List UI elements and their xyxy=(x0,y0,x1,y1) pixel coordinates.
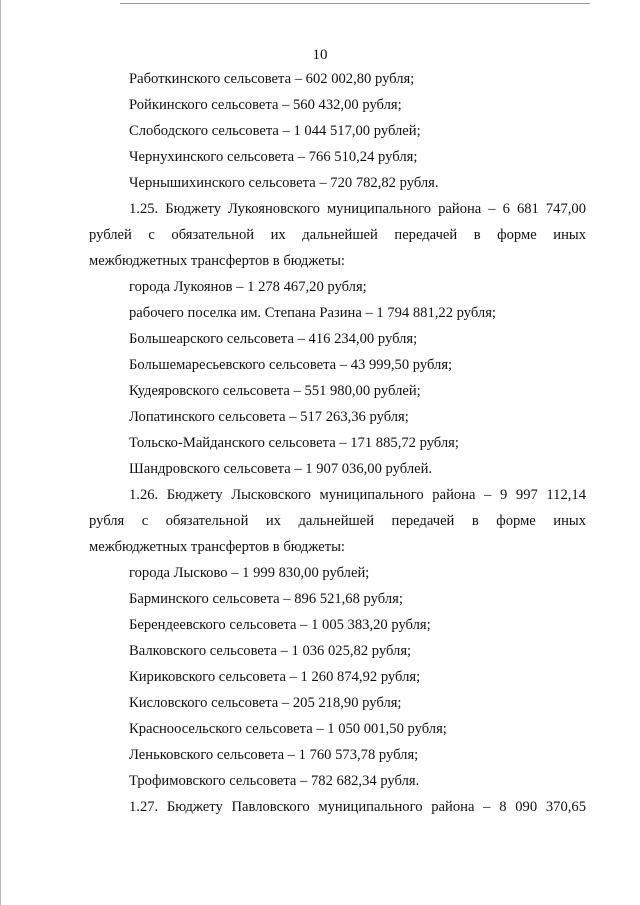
list-item: Тольско-Майданского сельсовета – 171 885,72 рубля; xyxy=(129,435,459,451)
paragraph-1-26-line-3: межбюджетных трансфертов в бюджеты: xyxy=(89,539,345,555)
page-number: 10 xyxy=(312,47,328,63)
list-item: города Лукоянов – 1 278 467,20 рубля; xyxy=(129,279,367,295)
list-item: Трофимовского сельсовета – 782 682,34 рубля. xyxy=(129,773,420,789)
list-item: города Лысково – 1 999 830,00 рублей; xyxy=(129,565,370,581)
list-item: Ройкинского сельсовета – 560 432,00 рубля; xyxy=(129,97,402,113)
list-item: Слободского сельсовета – 1 044 517,00 рублей; xyxy=(129,123,421,139)
list-item: рабочего поселка им. Степана Разина – 1 794 881,22 рубля; xyxy=(129,305,496,321)
list-item: Чернышихинского сельсовета – 720 782,82 рубля. xyxy=(129,175,439,191)
list-item: Красноосельского сельсовета – 1 050 001,50 рубля; xyxy=(129,721,447,737)
paragraph-1-25-line-1: 1.25. Бюджету Лукояновского муниципального района – 6 681 747,00 xyxy=(129,201,586,217)
list-item: Большеарского сельсовета – 416 234,00 рубля; xyxy=(129,331,418,347)
paragraph-1-25-line-2: рублей с обязательной их дальнейшей передачей в форме иных xyxy=(89,227,586,243)
paragraph-1-26-line-1: 1.26. Бюджету Лысковского муниципального района – 9 997 112,14 xyxy=(129,487,586,503)
list-item: Берендеевского сельсовета – 1 005 383,20 рубля; xyxy=(129,617,431,633)
list-item: Лопатинского сельсовета – 517 263,36 рубля; xyxy=(129,409,409,425)
scan-top-rule xyxy=(120,3,590,4)
paragraph-1-25-line-3: межбюджетных трансфертов в бюджеты: xyxy=(89,253,345,269)
list-item: Леньковского сельсовета – 1 760 573,78 рубля; xyxy=(129,747,419,763)
list-item: Работкинского сельсовета – 602 002,80 рубля; xyxy=(129,71,415,87)
list-item: Большемаресьевского сельсовета – 43 999,50 рубля; xyxy=(129,357,453,373)
page-left-edge xyxy=(0,0,1,905)
list-item: Кисловского сельсовета – 205 218,90 рубля; xyxy=(129,695,402,711)
document-body xyxy=(89,70,586,824)
list-item: Чернухинского сельсовета – 766 510,24 рубля; xyxy=(129,149,418,165)
list-item: Валковского сельсовета – 1 036 025,82 рубля; xyxy=(129,643,412,659)
paragraph-1-27-line-1: 1.27. Бюджету Павловского муниципального района – 8 090 370,65 xyxy=(129,799,586,815)
list-item: Кудеяровского сельсовета – 551 980,00 рублей; xyxy=(129,383,421,399)
list-item: Барминского сельсовета – 896 521,68 рубля; xyxy=(129,591,403,607)
list-item: Шандровского сельсовета – 1 907 036,00 рублей. xyxy=(129,461,433,477)
list-item: Кириковского сельсовета – 1 260 874,92 рубля; xyxy=(129,669,421,685)
paragraph-1-26-line-2: рубля с обязательной их дальнейшей передачей в форме иных xyxy=(89,513,586,529)
